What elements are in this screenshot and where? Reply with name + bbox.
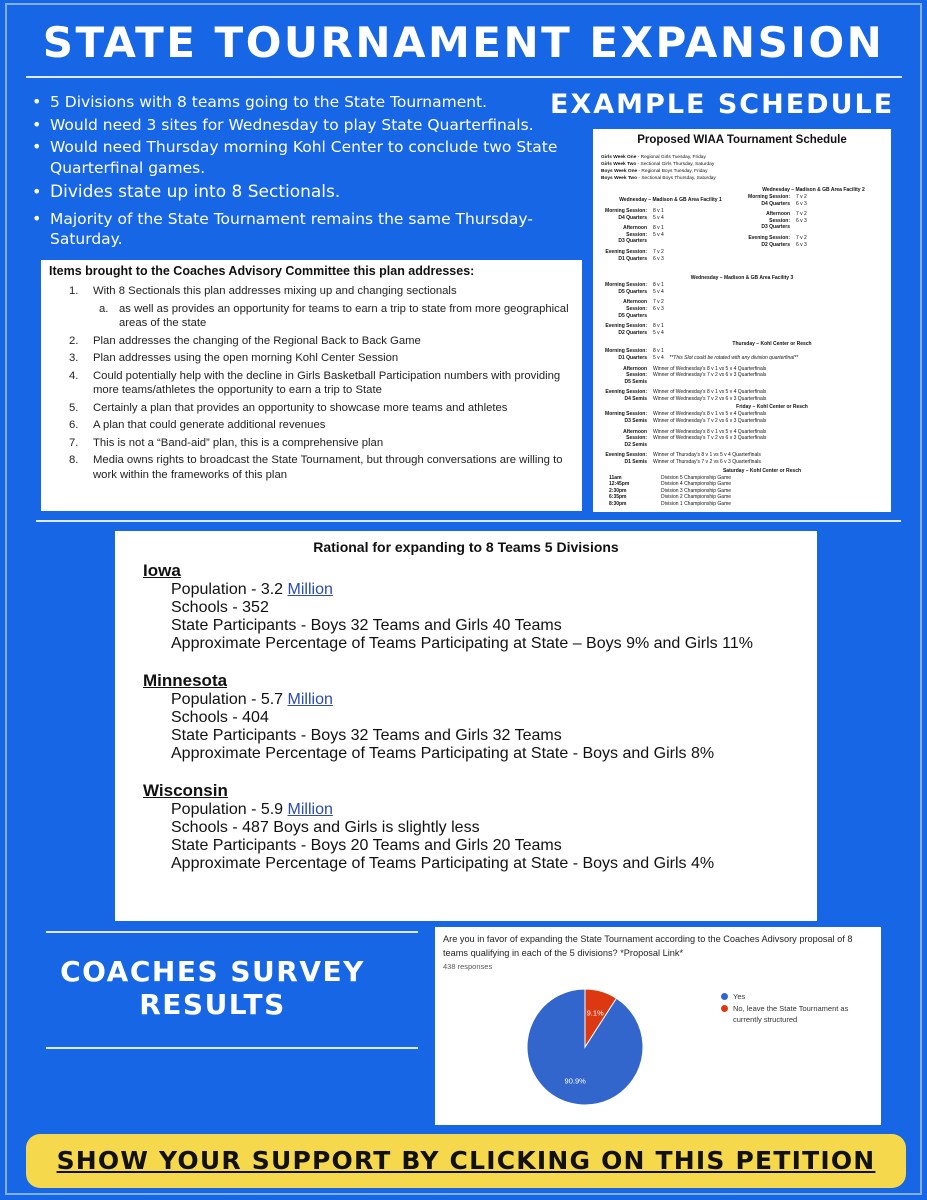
intro-line (601, 175, 883, 182)
session-division: D1 Quarters (618, 354, 647, 361)
list-item (49, 418, 574, 433)
intro-label: Girls Week One (601, 155, 637, 160)
legend-swatch (721, 993, 728, 1000)
item-number: 1. (69, 285, 79, 297)
intro-text: - Sectional Girls Thursday, Saturday (636, 162, 715, 167)
intro-label: Boys Week Two (601, 176, 638, 181)
session-row (744, 235, 883, 248)
section-divider (36, 520, 901, 522)
item-text: This is not a “Band-aid” plan, this is a comprehensive plan (93, 436, 384, 449)
session-label: Morning Session: (605, 282, 647, 289)
population-unit: Million (287, 581, 333, 598)
game-row (601, 481, 883, 488)
intro-text: - Sectional Boys Thursday, Saturday (637, 176, 716, 181)
state-population (143, 581, 789, 599)
state-schools: Schools - 404 (171, 709, 269, 726)
session-label: Afternoon Session: (623, 299, 647, 312)
session-key (601, 249, 653, 262)
session-matchup: 7 v 2 (653, 248, 664, 255)
session-matchup: 8 v 1 (653, 323, 664, 330)
session-label: Morning Session: (605, 411, 647, 418)
example-schedule-heading: EXAMPLE SCHEDULE (550, 89, 895, 120)
facility-3-sessions (601, 282, 883, 340)
game-name: Division 2 Championship Game (661, 494, 732, 501)
row-gap (601, 262, 740, 266)
schedule-intro (601, 154, 883, 182)
sub-item (49, 302, 574, 331)
session-division: D1 Semis (624, 459, 647, 466)
session-label: Evening Session: (605, 389, 647, 396)
session-value (653, 299, 883, 319)
session-row (744, 211, 883, 231)
session-matchup: 8 v 1 (653, 208, 664, 214)
item-number: 7. (69, 436, 79, 449)
facility-2-header: Wednesday – Madison & GB Area Facility 2 (762, 187, 865, 193)
session-key (744, 211, 796, 231)
game-row (601, 488, 883, 495)
petition-button[interactable]: SHOW YOUR SUPPORT BY CLICKING ON THIS PETITION (26, 1134, 906, 1188)
session-key (601, 225, 653, 245)
legend-label: No, leave the State Tournament as currently structured (733, 1004, 849, 1024)
game-name: Division 3 Championship Game (661, 487, 732, 494)
proposed-schedule (593, 129, 891, 512)
session-matchup: Winner of Wednesday's 7 v 2 vs 6 v 3 Quarterfinals (653, 435, 767, 442)
session-matchup: 8 v 1 (653, 282, 664, 289)
session-row (601, 389, 883, 402)
game-row (601, 501, 883, 508)
session-label: Evening Session: (605, 323, 647, 330)
session-label: Afternoon Session: (623, 225, 647, 238)
item-text: Certainly a plan that provides an opportunity to showcase more teams and athletes (93, 401, 508, 414)
session-label: Afternoon Session: (766, 211, 790, 224)
session-matchup: 8 v 1 (653, 348, 664, 355)
item-text: as well as provides an opportunity for teams to earn a trip to state from more geographical areas of the state (119, 302, 569, 329)
session-value (653, 323, 883, 336)
session-matchup: 5 v 4 (653, 231, 664, 238)
intro-line (601, 161, 883, 168)
state-name: Minnesota (143, 671, 228, 690)
survey-question: Are you in favor of expanding the State Tournament according to the Coaches Adivsory proposal of 8 teams qualifying in each of the 5 divisions? *Proposal Link* (443, 934, 853, 958)
state-population (143, 691, 789, 709)
session-matchup: 7 v 2 (796, 194, 807, 200)
title-divider (26, 76, 902, 78)
game-time: 12:45pm (609, 481, 630, 488)
session-row (601, 299, 883, 319)
game-time: 6:35pm (609, 494, 627, 501)
session-key (601, 282, 653, 295)
session-value (653, 429, 883, 449)
session-label: Evening Session: (605, 248, 647, 255)
game-row (601, 475, 883, 482)
session-matchup: Winner of Wednesday's 8 v 1 vs 5 v 4 Quarterfinals (653, 389, 767, 396)
state-comparisons (143, 561, 789, 873)
state-percentage: Approximate Percentage of Teams Participating at State - Boys and Girls 4% (171, 855, 715, 872)
items-heading: Items brought to the Coaches Advisory Committee this plan addresses: (49, 264, 475, 278)
state-schools: Schools - 352 (171, 599, 269, 616)
session-division: D5 Quarters (618, 312, 647, 319)
session-label: Morning Session: (605, 348, 647, 355)
session-matchup: 5 v 4 (653, 329, 664, 336)
session-matchup: 7 v 2 (796, 211, 807, 218)
session-division: D5 Quarters (618, 288, 647, 295)
session-key (601, 323, 653, 336)
session-key (601, 429, 653, 449)
session-value (653, 208, 740, 221)
game-row (601, 494, 883, 501)
legend-item-no (721, 1003, 873, 1025)
session-label: Afternoon Session: (623, 365, 647, 379)
item-number: 4. (69, 369, 79, 382)
session-division: D2 Quarters (618, 329, 647, 336)
facility-1-header: Wednesday – Madison & GB Area Facility 1 (619, 197, 722, 203)
item-text: Media owns rights to broadcast the State Tournament, but through conversations are willing to work within the frameworks of this plan (93, 454, 563, 481)
item-text: Could potentially help with the decline in Girls Basketball Participation numbers with providing more teams/athletes the opportunity to earn a trip to State (93, 369, 561, 396)
rotation-note: **This Slot could be rotated with any division quarterfinal** (669, 354, 799, 361)
game-name: Division 1 Championship Game (661, 501, 732, 507)
session-matchup: 6 v 3 (796, 241, 807, 248)
facility-3-header: Wednesday – Madison & GB Area Facility 3 (690, 275, 794, 282)
list-item (49, 284, 574, 299)
legend-label: Yes (733, 992, 746, 1001)
session-matchup: Winner of Wednesday's 7 v 2 vs 6 v 3 Quarterfinals (653, 395, 767, 402)
session-row (601, 452, 883, 465)
item-number: 8. (69, 454, 79, 466)
state-participants: State Participants - Boys 20 Teams and Girls 20 Teams (171, 837, 562, 854)
session-row (601, 282, 883, 295)
session-matchup: 5 v 4 (653, 354, 664, 361)
session-row (601, 208, 740, 221)
intro-line (601, 154, 883, 161)
game-time: 2:30pm (609, 487, 627, 494)
session-key (601, 411, 653, 424)
thursday-sessions (601, 366, 883, 407)
session-division: D4 Semis (624, 395, 647, 402)
state-name: Wisconsin (143, 781, 228, 800)
saturday-header: Saturday – Kohl Center or Resch (722, 467, 802, 474)
session-matchup: 6 v 3 (653, 305, 664, 312)
state-percentage: Approximate Percentage of Teams Participating at State – Boys 9% and Girls 11% (171, 635, 753, 652)
session-matchup: Winner of Wednesday's 7 v 2 vs 6 v 3 Quarterfinals (653, 418, 767, 425)
state-name: Iowa (143, 561, 181, 580)
population-unit: Million (287, 801, 333, 818)
session-key (601, 389, 653, 402)
intro-text: - Regional Boys Tuesday, Friday (637, 169, 708, 174)
session-key (601, 208, 653, 221)
survey-results-card (435, 927, 881, 1125)
state-participants: State Participants - Boys 32 Teams and Girls 32 Teams (171, 727, 562, 744)
schedule-title: Proposed WIAA Tournament Schedule (637, 134, 847, 146)
session-matchup: 6 v 3 (796, 217, 807, 224)
session-value (653, 452, 883, 465)
session-matchup: Winner of Thursday's 8 v 1 vs 5 v 4 Quarterfinals (653, 452, 761, 459)
session-row (601, 366, 883, 386)
session-row (601, 225, 740, 245)
population-text: Population - 5.7 (171, 691, 288, 708)
session-matchup: 6 v 3 (653, 255, 664, 262)
bullet-item: • Would need 3 sites for Wednesday to play State Quarterfinals. (28, 115, 558, 136)
survey-section-title: COACHES SURVEY RESULTS (60, 955, 365, 1021)
pie-label-yes: 90.9% (564, 1076, 586, 1086)
session-division: D3 Semis (624, 418, 647, 425)
session-key (601, 299, 653, 319)
session-value (653, 249, 740, 262)
bullet-item: • Would need Thursday morning Kohl Center to conclude two State Quarterfinal games. (28, 137, 558, 178)
game-time: 8:30pm (609, 501, 627, 507)
session-matchup: Winner of Wednesday's 8 v 1 vs 5 v 4 Quarterfinals (653, 365, 767, 372)
session-matchup: 7 v 2 (796, 234, 807, 241)
session-value (653, 282, 883, 295)
item-text: Plan addresses using the open morning Kohl Center Session (93, 352, 399, 364)
page-title: STATE TOURNAMENT EXPANSION (42, 18, 885, 67)
item-text: A plan that could generate additional revenues (93, 419, 326, 431)
state-gap (143, 653, 789, 665)
session-matchup: 6 v 3 (796, 200, 807, 207)
session-division: D3 Quarters (761, 224, 790, 231)
session-label: Evening Session: (605, 452, 647, 459)
game-time: 11am (609, 474, 622, 481)
state-percentage: Approximate Percentage of Teams Participating at State - Boys and Girls 8% (171, 745, 715, 762)
legend-item-yes (721, 991, 873, 1002)
facility-2-block (740, 187, 883, 266)
session-division: D4 Quarters (761, 200, 790, 207)
bullet-item: • 5 Divisions with 8 teams going to the State Tournament. (28, 92, 558, 113)
list-item (49, 453, 574, 482)
session-matchup: 7 v 2 (653, 299, 664, 306)
thursday-header: Thursday – Kohl Center or Resch (732, 341, 812, 348)
thursday-morning-row (601, 348, 883, 361)
friday-header: Friday – Kohl Center or Resch (736, 404, 808, 411)
state-gap (143, 763, 789, 775)
session-division: D3 Quarters (618, 238, 647, 245)
rational-panel (115, 531, 817, 921)
session-value (796, 235, 883, 248)
session-value (653, 389, 883, 402)
intro-label: Girls Week Two (601, 162, 637, 167)
pie-label-no: 9.1% (586, 1008, 604, 1018)
item-number: 6. (69, 419, 79, 431)
friday-sessions (601, 411, 883, 469)
session-value (796, 211, 883, 231)
game-name: Division 5 Championship Game (661, 474, 732, 481)
item-number: 2. (69, 334, 79, 347)
session-row (601, 323, 883, 336)
session-label: Morning Session: (748, 194, 790, 200)
list-item (49, 334, 574, 349)
facility-2-sessions (744, 194, 883, 252)
session-division: D4 Quarters (618, 214, 647, 221)
summary-bullets (28, 92, 558, 252)
response-count: 438 responses (443, 962, 493, 971)
session-key (601, 366, 653, 386)
session-matchup: Winner of Wednesday's 8 v 1 vs 5 v 4 Quarterfinals (653, 428, 767, 435)
item-number: 5. (69, 401, 79, 414)
session-division: D2 Semis (624, 441, 647, 448)
item-number: 3. (69, 352, 79, 364)
session-division: D1 Quarters (618, 255, 647, 262)
session-division: D5 Semis (624, 378, 647, 385)
state-schools: Schools - 487 Boys and Girls is slightly less (171, 819, 480, 836)
items-list (49, 284, 574, 482)
bullet-item: • Divides state up into 8 Sectionals. (28, 182, 558, 203)
game-name: Division 4 Championship Game (661, 481, 732, 488)
row-gap (744, 248, 883, 252)
item-text: With 8 Sectionals this plan addresses mixing up and changing sectionals (93, 285, 457, 297)
facility-1-block (601, 190, 740, 266)
intro-label: Boys Week One (601, 169, 638, 174)
population-text: Population - 3.2 (171, 581, 288, 598)
session-matchup: Winner of Wednesday's 7 v 2 vs 6 v 3 Quarterfinals (653, 372, 767, 379)
session-label: Afternoon Session: (623, 428, 647, 442)
saturday-games (601, 475, 883, 508)
survey-divider-bottom (46, 1047, 418, 1049)
legend-swatch (721, 1005, 728, 1012)
list-item (49, 401, 574, 416)
session-row (601, 429, 883, 449)
session-value (653, 366, 883, 386)
list-item (49, 369, 574, 398)
session-matchup: 5 v 4 (653, 288, 664, 295)
session-value (653, 225, 740, 245)
session-matchup: 8 v 1 (653, 225, 664, 232)
session-row (744, 194, 883, 207)
rational-heading: Rational for expanding to 8 Teams 5 Divisions (313, 539, 619, 555)
intro-text: - Regional Girls Tuesday, Friday (636, 155, 706, 160)
session-division: D2 Quarters (761, 241, 790, 248)
survey-divider-top (46, 931, 418, 933)
session-matchup: 5 v 4 (653, 214, 664, 221)
session-value (796, 194, 883, 207)
state-participants: State Participants - Boys 32 Teams and Girls 40 Teams (171, 617, 562, 634)
session-key (744, 235, 796, 248)
session-matchup: Winner of Thursday's 7 v 2 vs 6 v 3 Quarterfinals (653, 459, 761, 466)
facility-1-sessions (601, 208, 740, 266)
list-item (49, 351, 574, 366)
session-key (601, 452, 653, 465)
session-label: Morning Session: (605, 208, 647, 214)
bullet-item: • Majority of the State Tournament remains the same Thursday-Saturday. (28, 209, 558, 250)
session-label: Evening Session: (748, 234, 790, 241)
session-row (601, 411, 883, 424)
session-row (601, 249, 740, 262)
state-population (143, 801, 789, 819)
item-text: Plan addresses the changing of the Regional Back to Back Game (93, 334, 421, 347)
session-key (744, 194, 796, 207)
population-text: Population - 5.9 (171, 801, 288, 818)
pie-legend (721, 991, 873, 1026)
session-matchup: Winner of Wednesday's 8 v 1 vs 5 v 4 Quarterfinals (653, 411, 767, 418)
coaches-committee-items (41, 260, 582, 511)
population-unit: Million (287, 691, 333, 708)
session-value (653, 411, 883, 424)
item-number: a. (99, 302, 109, 315)
list-item (49, 436, 574, 451)
intro-line (601, 168, 883, 175)
